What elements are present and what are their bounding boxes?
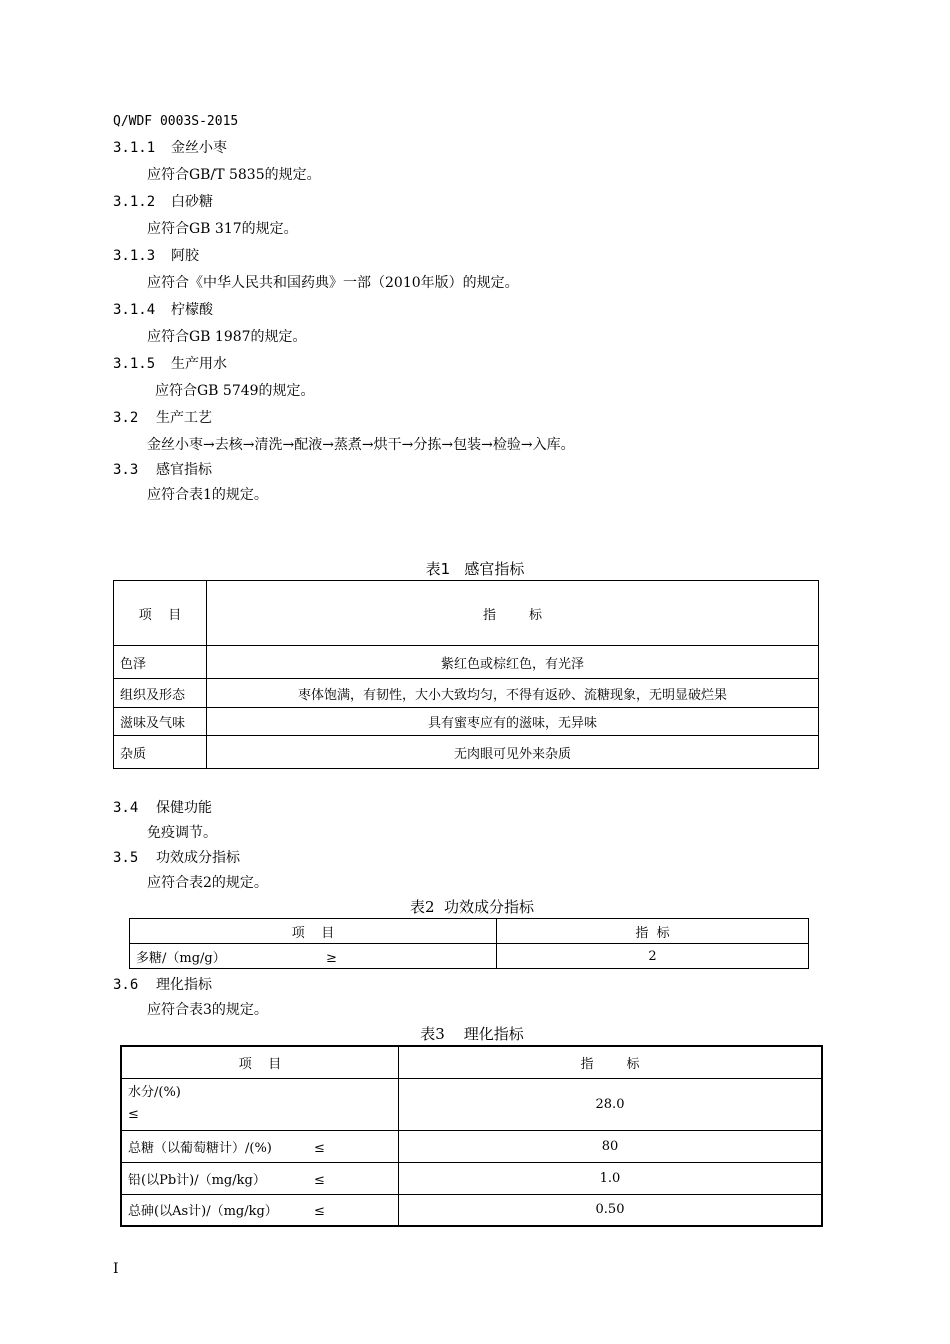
table-header-item: 项 目 [114,581,207,646]
table-cell-spec: 枣体饱满，有韧性，大小大致均匀，不得有返砂、流糖现象，无明显破烂果 [207,679,819,708]
table-cell-item: 色泽 [114,646,207,679]
table-row [114,736,819,769]
table-row [114,679,819,708]
table-row [121,1162,822,1194]
table-row [121,1078,822,1130]
table-cell-item [121,1194,399,1226]
section-heading-3-1-5 [113,353,227,373]
section-heading-3-5 [113,847,240,867]
table-cell-spec: 80 [399,1130,823,1162]
table-cell-spec: 具有蜜枣应有的滋味，无异味 [207,708,819,736]
section-number: 3.1.2 [113,194,156,210]
section-number: 3.4 [113,800,139,816]
limit-symbol: ≤ [128,1107,139,1122]
section-number: 3.1.5 [113,356,156,372]
table-row [121,1130,822,1162]
table-row [114,708,819,736]
table-cell-spec: 紫红色或棕红色，有光泽 [207,646,819,679]
section-heading-3-4 [113,797,212,817]
table3-caption: 表3 理化指标 [420,1025,524,1043]
table-row [130,944,809,969]
table-header-row [114,581,819,646]
table2-caption: 表2 功效成分指标 [409,898,535,916]
section-number: 3.1.1 [113,140,156,156]
table-header-row [121,1046,822,1078]
table-row [114,646,819,679]
section-heading-3-1-4 [113,299,213,319]
table-cell-spec: 2 [497,944,809,969]
limit-symbol: ≤ [314,1204,325,1220]
table-row [121,1194,822,1226]
section-number: 3.2 [113,410,139,426]
table-cell-item [121,1130,399,1162]
limit-symbol: ≤ [314,1140,325,1156]
table3-physicochemical [120,1045,823,1227]
section-text-3-4: 免疫调节。 [147,825,217,841]
table-cell-item [130,944,497,969]
table-cell-item: 杂质 [114,736,207,769]
section-text-3-1-4: 应符合GB 1987的规定。 [147,329,307,345]
section-text-3-3: 应符合表1的规定。 [147,487,268,503]
limit-symbol: ≥ [326,950,337,966]
section-text-3-1-2: 应符合GB 317的规定。 [147,221,298,237]
section-title: 生产用水 [171,356,227,372]
table-header-spec: 指 标 [207,581,819,646]
table-header-row [130,919,809,944]
table-cell-item [121,1162,399,1194]
page-number: I [113,1261,119,1277]
table-header-spec: 指 标 [399,1046,823,1078]
section-number: 3.6 [113,977,139,993]
table1-caption: 表1 感官指标 [425,560,525,578]
item-label: 总糖（以葡萄糖计）/(%) [128,1140,272,1156]
section-heading-3-3 [113,459,212,479]
table-cell-item [121,1078,399,1130]
table-cell-spec: 无肉眼可见外来杂质 [207,736,819,769]
section-title: 生产工艺 [156,410,212,426]
table-header-item: 项 目 [121,1046,399,1078]
section-title: 白砂糖 [171,194,213,210]
table-header-item: 项 目 [130,919,497,944]
limit-symbol: ≤ [314,1172,325,1188]
table1-sensory [113,580,819,769]
section-text-3-6: 应符合表3的规定。 [147,1002,268,1018]
document-id: Q/WDF 0003S-2015 [113,114,239,129]
section-heading-3-6 [113,974,212,994]
table-cell-spec: 28.0 [399,1078,823,1130]
section-title: 金丝小枣 [171,140,227,156]
section-number: 3.1.3 [113,248,156,264]
table-cell-item: 滋味及气味 [114,708,207,736]
table-cell-spec: 0.50 [399,1194,823,1226]
section-heading-3-1-2 [113,191,213,211]
section-title: 柠檬酸 [171,302,213,318]
section-heading-3-2 [113,407,212,427]
section-heading-3-1-3 [113,245,199,265]
item-label: 铅(以Pb计)/（mg/kg） [128,1172,266,1188]
section-number: 3.1.4 [113,302,156,318]
section-text-3-1-3: 应符合《中华人民共和国药典》一部（2010年版）的规定。 [147,275,519,291]
item-label: 水分/(%) [128,1085,181,1100]
section-number: 3.3 [113,462,139,478]
section-title: 功效成分指标 [156,850,240,866]
section-text-3-1-1: 应符合GB/T 5835的规定。 [147,167,321,183]
section-text-3-1-5: 应符合GB 5749的规定。 [155,383,315,399]
section-title: 感官指标 [156,462,212,478]
section-title: 阿胶 [171,248,199,264]
table2-functional-components [129,918,809,969]
table-cell-spec: 1.0 [399,1162,823,1194]
section-text-3-2: 金丝小枣→去核→清洗→配液→蒸煮→烘干→分拣→包装→检验→入库。 [147,437,575,453]
section-heading-3-1-1 [113,137,227,157]
section-title: 保健功能 [156,800,212,816]
item-label: 多糖/（mg/g） [136,950,226,966]
table-cell-item: 组织及形态 [114,679,207,708]
section-title: 理化指标 [156,977,212,993]
item-label: 总砷(以As计)/（mg/kg） [128,1204,278,1220]
section-number: 3.5 [113,850,139,866]
table-header-spec: 指 标 [497,919,809,944]
section-text-3-5: 应符合表2的规定。 [147,875,268,891]
